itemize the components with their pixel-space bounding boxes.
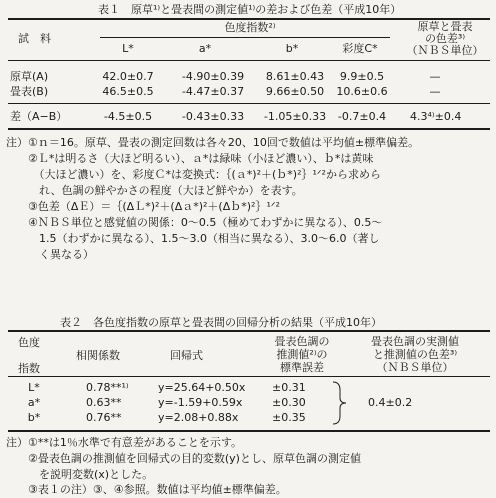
table2-col1: 相関係数: [76, 349, 120, 362]
table2-col2: 回帰式: [170, 349, 203, 362]
table2-col4-l1: 畳表色調の実測値: [371, 335, 459, 348]
table1-note: く異なる）: [6, 248, 94, 261]
table1-col-b: b*: [285, 42, 299, 55]
table2-col3-l1: 畳表色調の: [274, 335, 330, 348]
table1-title: 表１ 原草¹⁾と畳表間の測定値¹⁾の差および色差（平成10年）: [98, 3, 402, 16]
table2-header-rule: [8, 376, 490, 377]
table1-col-nbs-l2: の色差³⁾: [424, 32, 466, 45]
table1-cell: —: [429, 85, 441, 98]
table1-cell: -1.05±0.33: [263, 110, 327, 123]
table1-cell: 10.6±0.6: [336, 85, 388, 98]
table2-col3-l2: 推測値²⁾の: [276, 348, 328, 361]
table1-cell: 9.66±0.50: [265, 85, 325, 98]
table2-cell: ±0.30: [272, 396, 306, 409]
table1-col-C: 彩度C*: [342, 42, 378, 55]
table1-header-rule: [8, 60, 490, 61]
table1-note: ③色差（ΔＥ）＝｛(ΔＬ*)²＋(Δａ*)²＋(Δｂ*)²｝¹ᐟ²: [6, 200, 280, 213]
table1-col-a: a*: [198, 42, 212, 55]
table1-cell: -4.47±0.37: [181, 85, 245, 98]
table2-note: ③表１の注）③、④参照。数値は平均値±標準偏差。: [6, 483, 287, 496]
table1-cell: -4.90±0.39: [181, 70, 245, 83]
table1-note: 1.5（わずかに異なる）、1.5～3.0（相当に異なる）、3.0～6.0（著し: [6, 232, 380, 245]
table2-color-diff: 0.4±0.2: [368, 396, 413, 409]
table1-note: 注）①ｎ＝16。原草、畳表の測定回数は各々20、10回で数値は平均値±標準偏差。: [6, 136, 420, 149]
table1-group-rule: [100, 37, 390, 38]
table2-col0-l1: 色度: [18, 336, 40, 349]
brace-icon: [330, 380, 350, 426]
table2-cell: y=25.64+0.50x: [158, 381, 246, 394]
table2-row-label: L*: [28, 381, 40, 394]
table1-note: ④ＮＢＳ単位と感覚値の関係：0～0.5（極めてわずかに異なる）、0.5～: [6, 216, 383, 229]
table2-cell: y=-1.59+0.59x: [158, 396, 243, 409]
table1-row-label: 畳表(B): [10, 85, 49, 98]
table1-cell: 42.0±0.7: [102, 70, 154, 83]
table2-cell: y=2.08+0.88x: [158, 411, 239, 424]
table1-cell: 8.61±0.43: [265, 70, 325, 83]
table1-cell: —: [429, 70, 441, 83]
table2-note: 注）①**は1％水準で有意差があることを示す。: [6, 436, 242, 449]
table1-row-label: 差（A−B）: [10, 110, 68, 123]
table2-note: ②畳表色調の推測値を回帰式の目的変数(y)とし、原草色調の測定値: [6, 452, 361, 465]
table1-cell: -0.43±0.33: [181, 110, 245, 123]
table2-cell: 0.63**: [86, 396, 122, 409]
table2-cell: ±0.35: [272, 411, 306, 424]
table2-note: を説明変数(x)とした。: [6, 468, 154, 481]
table1-stub-header: 試 料: [18, 32, 51, 45]
table1-group-header: 色度指数²⁾: [224, 21, 276, 34]
table1-cell: 9.9±0.5: [339, 70, 385, 83]
table1-col-nbs-l1: 原草と畳表: [417, 20, 473, 33]
table2-cell: ±0.31: [272, 381, 306, 394]
table1-diff-rule: [8, 103, 490, 104]
table2-col3-l3: 標準誤差: [280, 361, 324, 374]
table1-note: ②Ｌ*は明るさ（大ほど明るい）、ａ*は緑味（小ほど濃い）、ｂ*は黄味: [6, 152, 374, 165]
table1-cell: -4.5±0.5: [103, 110, 153, 123]
table2-cell: 0.76**: [86, 411, 122, 424]
table1-col-nbs-l3: （ＮＢＳ単位）: [406, 44, 484, 57]
table2-top-rule: [8, 330, 490, 332]
table1-cell: 46.5±0.5: [102, 85, 154, 98]
table2-row-label: a*: [27, 396, 41, 409]
table1-note: れ、色調の鮮やかさの程度（大ほど鮮やか）を表す。: [6, 184, 303, 197]
table1-row-label: 原草(A): [10, 70, 49, 83]
table1-note: （大ほど濃い）を、彩度Ｃ*は変換式：｛(ａ*)²＋(ｂ*)²｝¹ᐟ²から求めら: [6, 168, 381, 181]
table2-col4-l3: （ＮＢＳ単位）: [376, 361, 454, 374]
table1-col-L: L*: [122, 42, 134, 55]
table2-cell: 0.78**¹⁾: [86, 381, 129, 394]
table2-col0-l2: 指数: [18, 362, 40, 375]
table2-row-label: b*: [27, 411, 41, 424]
table2-bottom-rule: [8, 430, 490, 432]
table2-col4-l2: と推測値の色差³⁾: [372, 348, 458, 361]
table1-cell: -0.7±0.4: [337, 110, 387, 123]
table2-title: 表２ 各色度指数の原草と畳表間の回帰分析の結果（平成10年）: [60, 316, 382, 329]
table1-bottom-rule: [8, 128, 490, 130]
table1-cell: 4.3⁴⁾±0.4: [410, 110, 462, 123]
